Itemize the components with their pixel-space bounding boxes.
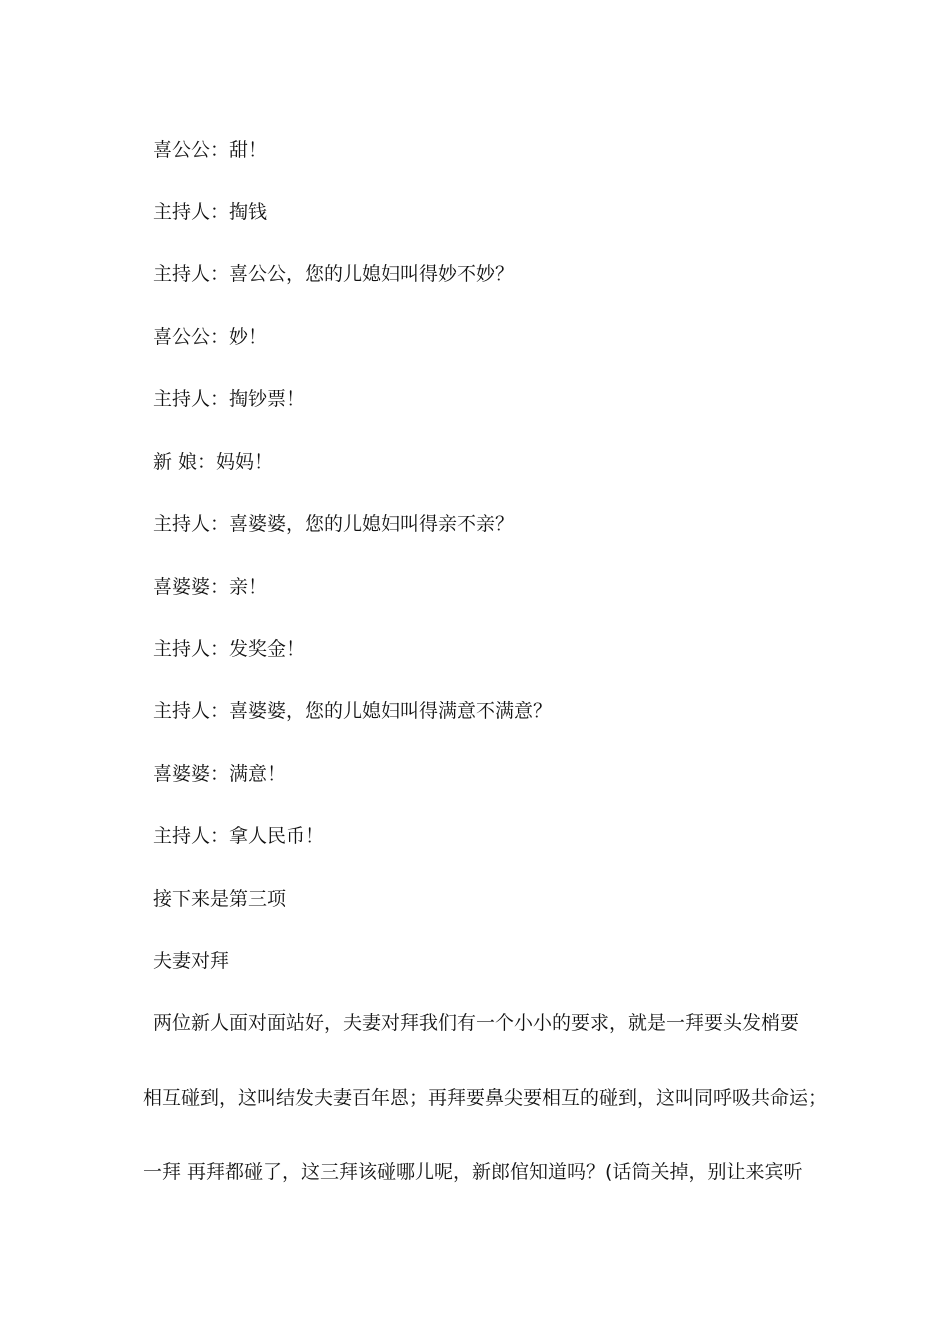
dialogue-line: 主持人：掏钱 [153,201,268,223]
dialogue-line: 喜婆婆：满意！ [153,763,287,785]
dialogue-line: 主持人：发奖金！ [153,638,306,660]
dialogue-line: 喜婆婆：亲！ [153,576,268,598]
dialogue-line: 主持人：掏钞票！ [153,388,306,410]
dialogue-line: 喜公公：妙！ [153,326,268,348]
dialogue-line: 主持人：喜公公，您的儿媳妇叫得妙不妙？ [153,263,515,285]
dialogue-line: 新 娘：妈妈！ [153,451,274,473]
dialogue-line: 主持人：喜婆婆，您的儿媳妇叫得亲不亲？ [153,513,515,535]
section-line: 接下来是第三项 [153,888,287,910]
paragraph-line-1: 两位新人面对面站好，夫妻对拜我们有一个小小的要求，就是一拜要头发梢要 [153,1012,800,1034]
section-heading: 夫妻对拜 [153,950,230,972]
dialogue-line: 主持人：拿人民币！ [153,825,325,847]
dialogue-line: 主持人：喜婆婆，您的儿媳妇叫得满意不满意？ [153,700,553,722]
paragraph-line-3: 一拜 再拜都碰了，这三拜该碰哪儿呢，新郎倌知道吗？(话筒关掉，别让来宾听 [143,1161,803,1183]
dialogue-line: 喜公公：甜！ [153,139,268,161]
paragraph-line-2: 相互碰到，这叫结发夫妻百年恩；再拜要鼻尖要相互的碰到，这叫同呼吸共命运； [143,1087,828,1109]
